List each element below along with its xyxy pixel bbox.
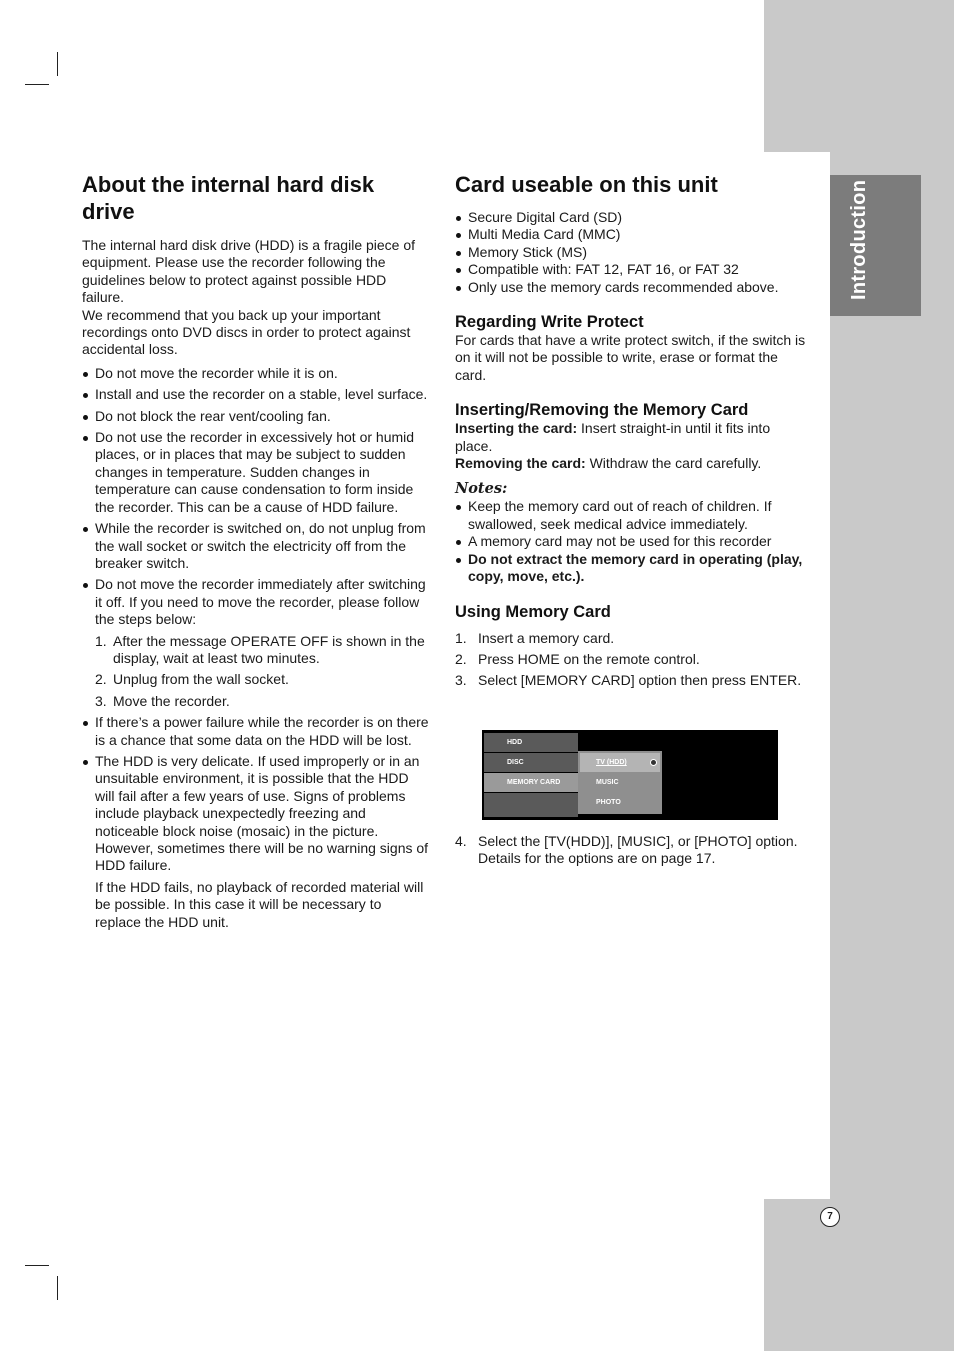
home-menu-screenshot — [482, 730, 778, 820]
list-item: Do not block the rear vent/cooling fan. — [82, 408, 430, 425]
step-item — [455, 651, 807, 668]
list-item: A memory card may not be used for this recorder — [455, 533, 807, 550]
sidebar-band-top — [764, 0, 954, 152]
list-item: While the recorder is switched on, do not unplug from the wall socket or switch the electricity off from the breaker switch. — [82, 520, 430, 572]
step-item — [95, 671, 430, 688]
removing-label: Removing the card: — [455, 455, 586, 472]
list-item-hdd-delicate — [82, 753, 430, 931]
crop-mark — [25, 1265, 49, 1266]
hdd-backup-paragraph: We recommend that you back up your important recordings onto DVD discs in order to protect against accidental loss. — [82, 306, 411, 358]
list-item: Keep the memory card out of reach of children. If swallowed, seek medical advice immediately. — [455, 498, 807, 533]
list-item-text: Do not move the recorder immediately after switching it off. If you need to move the recorder, please follow the steps below: — [95, 576, 426, 628]
removing-instruction — [455, 455, 807, 472]
menu-item-disc: DISC — [484, 753, 578, 772]
list-item: Compatible with: FAT 12, FAT 16, or FAT 32 — [455, 261, 807, 278]
step-item — [455, 672, 807, 689]
menu-item-empty — [484, 793, 578, 817]
page-number: 7 — [820, 1207, 840, 1227]
list-item: Do not use the recorder in excessively hot or humid places, or in places that may be subject to sudden changes in temperature. Sudden changes in temperature can cause condensation to form inside the recorder. This can be a cause of HDD failure. — [82, 429, 430, 516]
notes-list — [455, 498, 807, 585]
list-item: Only use the memory cards recommended above. — [455, 279, 807, 296]
right-column — [455, 171, 807, 690]
step-number: 1. — [95, 632, 107, 649]
hdd-intro-paragraph: The internal hard disk drive (HDD) is a fragile piece of equipment. Please use the recorder following the guidelines below to protect against possible HDD failure. — [82, 237, 416, 306]
step-text: Move the recorder. — [113, 692, 230, 709]
step-item — [95, 633, 430, 668]
using-card-step-4 — [455, 833, 807, 868]
move-steps-list — [95, 633, 430, 711]
submenu-item-tv-hdd — [580, 753, 660, 772]
menu-item-memory-card: MEMORY CARD — [484, 773, 578, 792]
step-text: Unplug from the wall socket. — [113, 671, 289, 688]
step-text: Select the [TV(HDD)], [MUSIC], or [PHOTO] option. — [478, 833, 798, 849]
write-protect-text: For cards that have a write protect switch, if the switch is on it will not be possible to write, erase or format the card. — [455, 332, 806, 383]
step-number: 2. — [455, 650, 467, 667]
crop-mark — [57, 1276, 58, 1300]
using-card-steps — [455, 630, 807, 690]
step-item — [95, 693, 430, 710]
hdd-guidelines-list — [82, 365, 430, 931]
submenu-item-label: TV (HDD) — [596, 759, 627, 766]
menu-item-hdd: HDD — [484, 733, 578, 752]
inserting-text: Insert straight-in until it fits into place. — [455, 420, 771, 454]
section-tab-label: Introduction — [848, 179, 870, 300]
list-item: Multi Media Card (MMC) — [455, 226, 807, 243]
removing-text: Withdraw the card carefully. — [585, 455, 762, 472]
sidebar-band-bottom — [764, 1199, 954, 1351]
selected-indicator-icon — [650, 759, 657, 766]
submenu-item-photo: PHOTO — [596, 799, 621, 806]
step-text: Press HOME on the remote control. — [478, 650, 700, 667]
list-item: Do not move the recorder while it is on. — [82, 365, 430, 382]
write-protect-heading: Regarding Write Protect — [455, 313, 644, 332]
list-item-text: The HDD is very delicate. If used improperly or in an unsuitable environment, it is possible that the HDD will fail after a few years of use. Signs of problems include playback unexpectedly freezing and noticeable block noise (mosaic) in the picture. However, sometimes there will be no warning signs of HDD failure. — [95, 752, 429, 874]
hdd-section-title: About the internal hard disk drive — [82, 172, 375, 224]
list-item-move-recorder — [82, 576, 430, 710]
submenu-item-music: MUSIC — [596, 779, 619, 786]
notes-title: Notes: — [455, 480, 508, 498]
step-number: 2. — [95, 671, 107, 688]
step-text: Insert a memory card. — [478, 629, 615, 646]
card-section-title: Card useable on this unit — [455, 172, 718, 197]
left-column — [82, 171, 430, 931]
list-item: Install and use the recorder on a stable, level surface. — [82, 386, 430, 403]
memory-card-submenu — [578, 751, 662, 814]
list-item: Secure Digital Card (SD) — [455, 209, 807, 226]
inserting-instruction — [455, 420, 807, 455]
section-tab — [830, 175, 921, 316]
inserting-label: Inserting the card: — [455, 420, 578, 437]
step-text: After the message OPERATE OFF is shown in the display, wait at least two minutes. — [113, 632, 425, 666]
using-card-steps-continued — [455, 833, 807, 868]
list-item-warning: Do not extract the memory card in operating (play, copy, move, etc.). — [455, 551, 807, 586]
step-number: 1. — [455, 629, 467, 646]
crop-mark — [25, 84, 49, 85]
insert-remove-heading: Inserting/Removing the Memory Card — [455, 401, 749, 420]
step-item — [455, 630, 807, 647]
step-detail: Details for the options are on page 17. — [478, 850, 716, 867]
card-types-list — [455, 209, 807, 296]
list-item: Memory Stick (MS) — [455, 244, 807, 261]
crop-mark — [57, 52, 58, 76]
using-card-heading: Using Memory Card — [455, 602, 611, 621]
list-item: If there’s a power failure while the recorder is on there is a chance that some data on the HDD will be lost. — [82, 714, 430, 749]
hdd-fail-note: If the HDD fails, no playback of recorded material will be possible. In this case it will be necessary to replace the HDD unit. — [95, 878, 424, 930]
step-number: 3. — [455, 672, 467, 689]
step-number: 4. — [455, 833, 467, 849]
step-number: 3. — [95, 692, 107, 709]
step-text: Select [MEMORY CARD] option then press ENTER. — [478, 672, 802, 689]
step-item — [455, 833, 807, 868]
